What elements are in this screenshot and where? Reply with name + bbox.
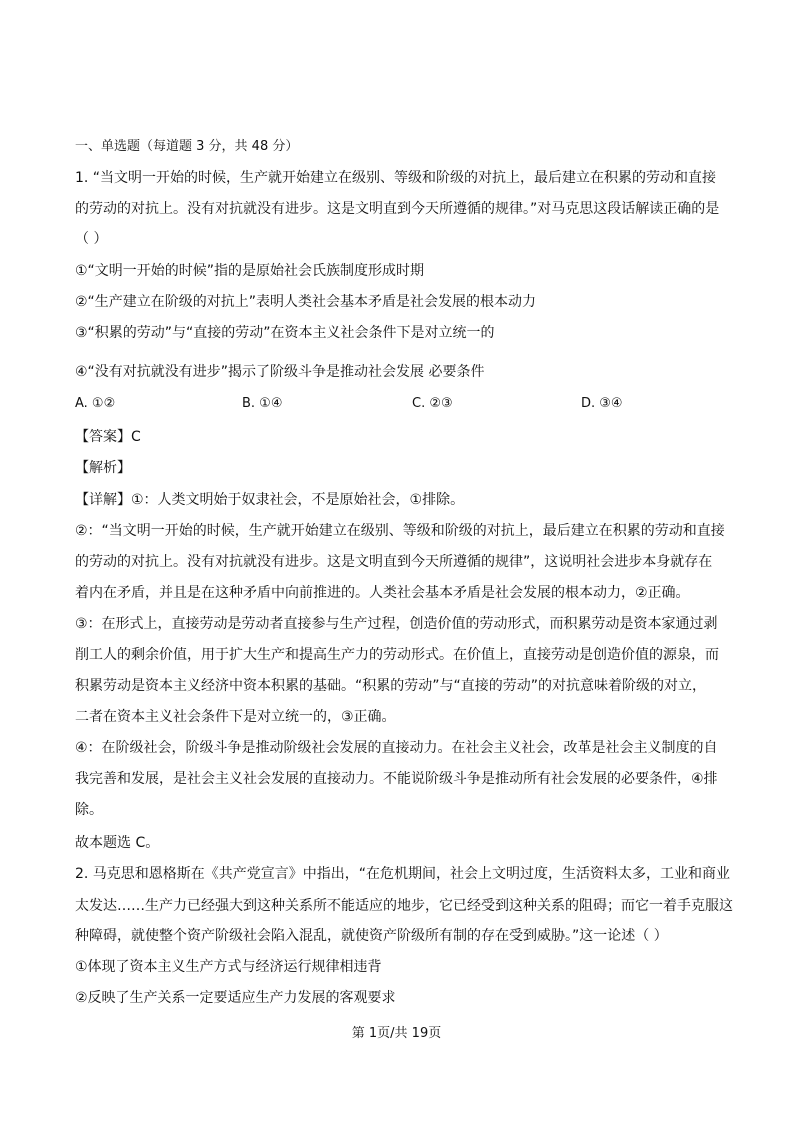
answer-label: 【答案】 (75, 429, 131, 445)
q1-stem-line-1: 1. “当文明一开始的时候，生产就开始建立在级别、等级和阶级的对抗上，最后建立在积累的劳动和直接 (75, 170, 717, 186)
q1-option-c: C. ②③ (412, 396, 453, 411)
q1-option-b: B. ①④ (242, 396, 283, 411)
q1-explanation-line-7: 积累劳动是资本主义经济中资本积累的基础。“积累的劳动”与“直接的劳动”的对抗意味着阶级的对立， (75, 678, 707, 694)
q2-stem-line-2: 太发达……生产力已经强大到这种关系所不能适应的地步，它已经受到这种关系的阻碍；而它一着手克服这 (75, 898, 733, 914)
q1-explanation-line-1: 【详解】①：人类文明始于奴隶社会，不是原始社会，①排除。 (75, 492, 465, 508)
q1-explanation-line-3: 的劳动的对抗上。没有对抗就没有进步。这是文明直到今天所遵循的规律”，这说明社会进步本身就存在 (75, 554, 713, 570)
q1-explanation-line-5: ③：在形式上，直接劳动是劳动者直接参与生产过程，创造价值的劳动形式，而积累劳动是资本家通过剥 (75, 616, 718, 632)
q1-explanation-line-11: 除。 (75, 802, 103, 818)
q2-stem-line-3: 种障碍，就使整个资产阶级社会陷入混乱，就使资产阶级所有制的存在受到威胁。”这一论述（ ） (75, 928, 668, 944)
q1-explanation-line-10: 我完善和发展，是社会主义社会发展的直接动力。不能说阶级斗争是推动所有社会发展的必要条件，④排 (75, 771, 718, 787)
q1-explanation-line-6: 削工人的剩余价值，用于扩大生产和提高生产力的劳动形式。在价值上，直接劳动是创造价值的源泉，而 (75, 647, 719, 663)
q2-statement-1: ①体现了资本主义生产方式与经济运行规律相违背 (75, 959, 382, 975)
q1-explanation-line-9: ④：在阶级社会，阶级斗争是推动阶级社会发展的直接动力。在社会主义社会，改革是社会主义制度的自 (75, 740, 718, 756)
q1-option-a: A. ①② (75, 396, 116, 411)
q1-options (75, 396, 735, 416)
q1-option-d: D. ③④ (581, 396, 623, 411)
q1-statement-4: ④“没有对抗就没有进步”揭示了阶级斗争是推动社会发展 必要条件 (75, 364, 485, 380)
q2-stem-line-1: 2. 马克思和恩格斯在《共产党宣言》中指出，“在危机期间，社会上文明过度，生活资料太多，工业和商业 (75, 866, 731, 882)
q1-answer (75, 427, 735, 447)
q1-explanation-line-4: 着内在矛盾，并且是在这种矛盾中向前推进的。人类社会基本矛盾是社会发展的根本动力，②正确。 (75, 585, 690, 601)
q2-statement-2: ②反映了生产关系一定要适应生产力发展的客观要求 (75, 990, 396, 1006)
q1-stem-line-3: （ ） (75, 231, 108, 247)
q1-analysis-label: 【解析】 (75, 460, 131, 476)
q1-stem-line-2: 的劳动的对抗上。没有对抗就没有进步。这是文明直到今天所遵循的规律。”对马克思这段话解读正确的是 (75, 201, 720, 217)
q1-explanation-line-2: ②：“当文明一开始的时候，生产就开始建立在级别、等级和阶级的对抗上，最后建立在积累的劳动和直接 (75, 523, 725, 539)
page-footer: 第 1页/共 19页 (351, 1026, 442, 1041)
q1-explanation-line-8: 二者在资本主义社会条件下是对立统一的，③正确。 (75, 709, 396, 725)
section-title: 一、单选题（每道题 3 分，共 48 分） (75, 139, 299, 154)
q1-conclusion: 故本题选 C。 (75, 835, 160, 851)
answer-value: C (131, 429, 141, 445)
q1-statement-2: ②“生产建立在阶级的对抗上”表明人类社会基本矛盾是社会发展的根本动力 (75, 294, 537, 310)
q1-statement-3: ③“积累的劳动”与“直接的劳动”在资本主义社会条件下是对立统一的 (75, 325, 495, 341)
q1-statement-1: ①“文明一开始的时候”指的是原始社会氏族制度形成时期 (75, 263, 425, 279)
